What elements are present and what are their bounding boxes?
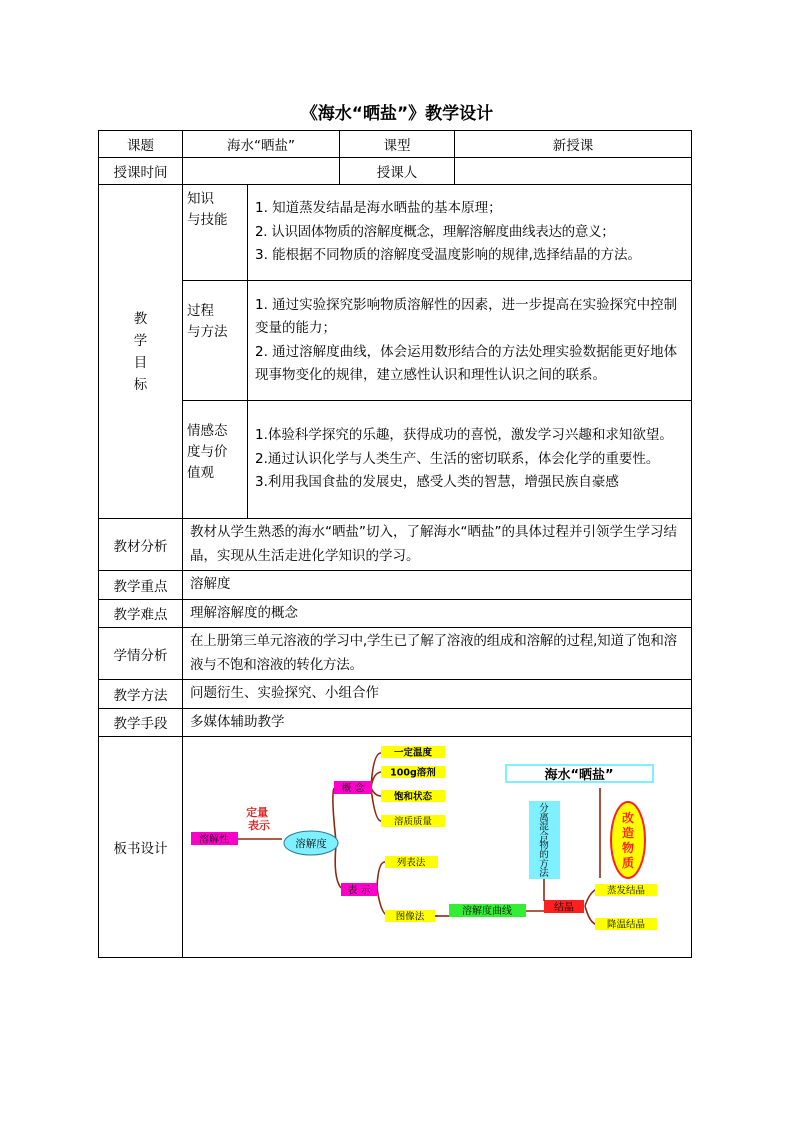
teacher-value — [455, 158, 692, 185]
row-label: 教学重点 — [99, 571, 183, 600]
difficulty-row — [99, 599, 692, 628]
group-label-line: 度与价 — [187, 444, 228, 460]
separation-char: 的 — [539, 849, 549, 860]
student-analysis-row — [99, 628, 692, 680]
purify-char: 质 — [621, 855, 635, 870]
row-value: 教材从学生熟悉的海水“晒盐”切入，了解海水“晒盐”的具体过程并引领学生学习结晶，实现从生活走进化学知识的学习。 — [183, 519, 692, 571]
objective-item: 3. 能根据不同物质的溶解度受温度影响的规律,选择结晶的方法。 — [255, 247, 641, 264]
material-analysis-row — [99, 519, 692, 571]
objective-group-emotion — [99, 401, 692, 519]
separation-char: 混 — [539, 821, 549, 833]
type-label: 课型 — [340, 131, 455, 158]
objective-item: 3.利用我国食盐的发展史，感受人类的智慧，增强民族自豪感 — [255, 474, 619, 491]
row-value: 多媒体辅助教学 — [183, 708, 692, 737]
purify-char: 改 — [621, 810, 635, 825]
time-label: 授课时间 — [99, 158, 183, 185]
type-value: 新授课 — [455, 131, 692, 158]
separation-char: 离 — [539, 811, 549, 823]
representation-item-text: 列表法 — [396, 857, 426, 868]
objective-item: 1. 通过实验探究影响物质溶解性的因素，进一步提高在实验探究中控制变量的能力； — [255, 296, 678, 336]
solubility-property-text: 溶解性 — [199, 834, 229, 845]
objective-group-content — [248, 185, 692, 281]
means-row — [99, 708, 692, 737]
board-design-row — [99, 737, 692, 958]
purify-char: 物 — [621, 840, 635, 855]
separation-char: 分 — [539, 802, 549, 814]
objectives-label-char: 教 — [133, 310, 148, 327]
representation-text: 表 示 — [347, 885, 371, 896]
objective-item: 1. 知道蒸发结晶是海水晒盐的基本原理； — [255, 200, 502, 217]
separation-char: 法 — [539, 867, 549, 879]
objectives-label-char: 目 — [133, 354, 148, 371]
key-point-row — [99, 571, 692, 600]
crystallization-item-text: 降温结晶 — [606, 919, 646, 930]
board-title-text: 海水“晒盐” — [544, 767, 614, 783]
concept-item-text: 饱和状态 — [393, 791, 433, 802]
row-value: 在上册第三单元溶液的学习中,学生已了解了溶液的组成和溶解的过程,知道了饱和溶液与不饱和溶液的转化方法。 — [183, 628, 692, 680]
concept-item-text: 溶质质量 — [393, 816, 433, 827]
row-label: 教学方法 — [99, 680, 183, 709]
purify-char: 造 — [621, 825, 635, 840]
group-label-line: 情感态 — [187, 423, 228, 439]
representation-item-text: 图像法 — [395, 911, 425, 922]
method-row — [99, 680, 692, 709]
lesson-plan-table — [98, 130, 692, 958]
group-label-line: 值观 — [187, 465, 214, 481]
objective-item: 2.通过认识化学与人类生产、生活的密切联系，体会化学的重要性。 — [255, 450, 660, 467]
separation-char: 方 — [539, 858, 549, 870]
objective-group-knowledge — [99, 185, 692, 281]
objectives-label — [99, 185, 183, 519]
objectives-label-char: 标 — [133, 376, 148, 393]
connector — [333, 788, 336, 841]
separation-char: 合 — [539, 830, 549, 842]
solubility-text: 溶解度 — [295, 837, 327, 850]
curve-text: 溶解度曲线 — [462, 905, 512, 917]
row-label: 教材分析 — [99, 519, 183, 571]
time-row — [99, 158, 692, 185]
crystallization-text: 结晶 — [554, 902, 574, 913]
concept-item-text: 一定温度 — [393, 747, 433, 758]
objective-item: 2. 认识固体物质的溶解度概念，理解溶解度曲线表达的意义； — [255, 223, 615, 240]
board-diagram-cell — [183, 737, 692, 958]
objective-item: 2. 通过溶解度曲线，体会运用数形结合的方法处理实验数据能更好地体现事物变化的规律，建立感性认识和理性认识之间的联系。 — [255, 343, 678, 383]
objective-group-label — [183, 401, 248, 519]
concept-text: 概 念 — [341, 783, 365, 794]
board-label: 板书设计 — [99, 737, 183, 958]
topic-label: 课题 — [99, 131, 183, 158]
crystallization-item-text: 蒸发结晶 — [606, 885, 646, 896]
row-label: 学情分析 — [99, 628, 183, 680]
separation-text — [539, 802, 549, 879]
objective-group-process — [99, 281, 692, 401]
group-label-line: 与方法 — [187, 324, 228, 340]
separation-char: 物 — [539, 839, 549, 851]
row-label: 教学难点 — [99, 599, 183, 628]
group-label-line: 与技能 — [187, 212, 228, 228]
page-title: 《海水“晒盐”》教学设计 — [300, 104, 494, 124]
row-label: 教学手段 — [99, 708, 183, 737]
objective-item: 1.体验科学探究的乐趣，获得成功的喜悦，激发学习兴趣和求知欲望。 — [255, 427, 673, 444]
connector — [335, 845, 341, 888]
row-value: 溶解度 — [183, 571, 692, 600]
board-diagram — [183, 738, 691, 957]
teacher-label: 授课人 — [340, 158, 455, 185]
group-label-line: 知识 — [187, 191, 214, 207]
time-value — [183, 158, 340, 185]
objective-group-content — [248, 281, 692, 401]
quantitative-label: 定量 表示 — [246, 805, 270, 832]
concept-item-text: 100g溶剂 — [390, 767, 436, 778]
objectives-label-char: 学 — [133, 332, 148, 349]
objective-group-label — [183, 185, 248, 281]
row-value: 问题衍生、实验探究、小组合作 — [183, 680, 692, 709]
group-label-line: 过程 — [187, 303, 214, 319]
objective-group-content — [248, 401, 692, 519]
topic-value: 海水“晒盐” — [183, 131, 340, 158]
topic-row — [99, 131, 692, 158]
objective-group-label — [183, 281, 248, 401]
row-value: 理解溶解度的概念 — [183, 599, 692, 628]
